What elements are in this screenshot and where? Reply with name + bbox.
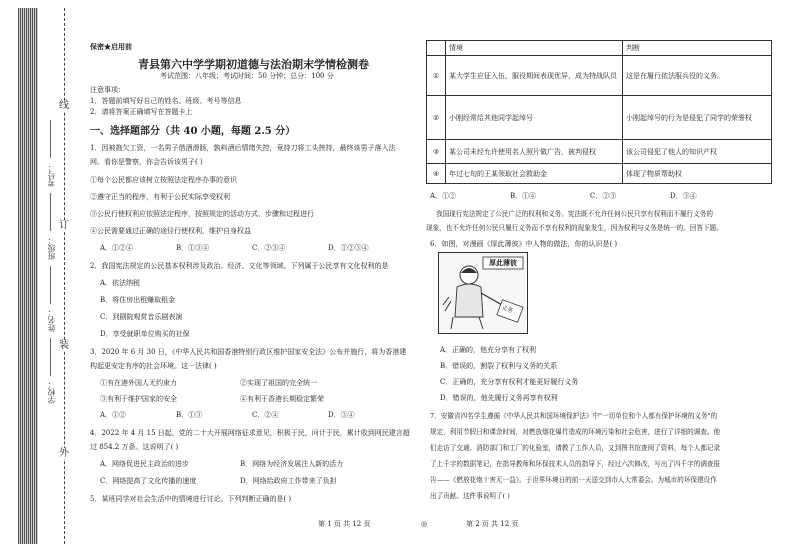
reading-passage: 现象，也不允许任何公民只履行义务而不享有权利的现象发生，因为权利与义务是统一的。回答下题。 <box>426 224 723 232</box>
table-row <box>427 96 772 140</box>
q5-choice-d[interactable]: D．③④ <box>670 192 697 200</box>
q3-choice-a[interactable]: A．①② <box>100 411 127 419</box>
q2-choice-a[interactable]: A．依法纳税 <box>100 279 141 287</box>
row-number: ② <box>427 96 446 140</box>
q2-choice-c[interactable]: C．到剧院观赏音乐剧表演 <box>100 313 183 321</box>
field-line <box>50 266 51 304</box>
field-name: 姓名： <box>47 308 56 332</box>
q2-stem: 2．我国宪法规定的公民基本权利涉及政治、经济、文化等领域。下列属于公民享有文化权利的是 <box>90 262 389 270</box>
q1-option: ③公民行使权利应依照法定程序，按照规定的活动方式、步骤和过程进行 <box>90 210 314 218</box>
notice-item: 1．答题前填写好自己的姓名、班级、考号等信息 <box>90 97 242 105</box>
q3-option: ①有在港外国人无约束力 <box>100 379 177 387</box>
judgement-cell: 小刚起绰号的行为是侵犯了同学的荣誉权 <box>623 96 772 140</box>
judgement-cell: 体现了物质帮助权 <box>623 164 772 184</box>
binding-margin <box>18 8 78 544</box>
q7-stem: 7．安徽省四名学生遵循《中华人民共和国环境保护法》中"一切单位和个人都有保护环境的义务"的 <box>430 412 718 420</box>
table-header-row <box>427 41 772 56</box>
q3-option: ②实现了祖国的完全统一 <box>240 379 317 387</box>
q4-choice-b[interactable]: B．网络为经济发展注入新的活力 <box>240 460 344 468</box>
q3-choice-d[interactable]: D．③④ <box>328 411 355 419</box>
cartoon-image <box>438 252 528 334</box>
q5-stem: 5．某班同学对社会生活中的情境进行讨论。下列判断正确的是( ) <box>90 495 292 503</box>
scenario-cell: 某公司未经允许使用名人照片做广告，被判侵权 <box>446 140 623 164</box>
q4-choice-a[interactable]: A．网络促进民主政治的进步 <box>100 460 190 468</box>
scenario-table <box>426 40 772 184</box>
field-line <box>50 338 51 376</box>
table-row <box>427 56 772 96</box>
q6-choice-a[interactable]: A．正确的，他充分享有了权利 <box>440 346 537 354</box>
judgement-cell: 这是在履行依法服兵役的义务。 <box>623 56 772 96</box>
table-cell <box>427 41 446 56</box>
cartoon-title: 厚此薄彼 <box>489 258 517 267</box>
margin-hatch <box>18 8 38 544</box>
row-number: ④ <box>427 164 446 184</box>
margin-label-xian: 线 <box>59 100 69 111</box>
q4-choice-c[interactable]: C．网络提高了文化传播的速度 <box>100 477 197 485</box>
table-row <box>427 164 772 184</box>
q6-stem: 6．如图，对漫画《厚此薄彼》中人物的做法，你的认识是( ) <box>430 240 618 248</box>
cartoon-tag: 义务 <box>500 304 515 315</box>
secret-label: 保密★启用前 <box>90 42 132 51</box>
q1-option: ④公民需要通过正确的途径行使权利，维护自身权益 <box>90 227 251 235</box>
q7-stem: 们走访了交通、消防部门和工厂的化验室，请教了工作人员，又到图书馆查阅了资料，每个人都记录 <box>430 444 721 452</box>
q7-stem: 了上千字的数据笔记，在指导教师和环保技术人员的指导下，经过六次修改，写出了四千字的调查报 <box>430 460 721 468</box>
q6-choice-d[interactable]: D．错误的，他先履行义务再享有权利 <box>440 394 558 402</box>
q5-choice-c[interactable]: C．②③ <box>590 192 617 200</box>
q1-option: ①每个公民都应该树立按照法定程序办事的意识 <box>90 176 237 184</box>
q2-choice-b[interactable]: B．将住房出租赚取租金 <box>100 296 176 304</box>
field-line <box>50 193 51 231</box>
cut-line <box>64 8 65 544</box>
row-number: ① <box>427 56 446 96</box>
exam-title: 青县第六中学学期初道德与法治期末学情检测卷 <box>138 58 369 71</box>
q4-stem: 4．2022 年 4 月 15 日起，党的二十大开展网络征求意见，积极于民，问计于民，累计收到网民建言超 <box>90 429 410 437</box>
exam-meta: 考试范围：八年级；考试时间：50 分钟；总分：100 分 <box>160 72 334 80</box>
q1-choice-d[interactable]: D．①②③④ <box>328 244 369 252</box>
q1-stem: 1．因被拖欠工资，一名男子借酒滑肠，孰料酒后情绪失控，竟持刀将工头挟持，最终该男子落入法 <box>90 144 396 152</box>
reading-passage: 我国现行宪法规定了公民广泛的权利和义务。宪法既不允许任何公民只享有权利而不履行义务的 <box>436 210 713 218</box>
q7-stem: 出了贡献。这件事说明了( ) <box>430 492 510 500</box>
table-header: 情境 <box>446 41 623 56</box>
page-number-left: 第 1 页 共 12 页 <box>318 520 371 528</box>
q1-option: ②遵守正当的程序，有利于公民实际享受权利 <box>90 193 230 201</box>
q5-choice-b[interactable]: B．①④ <box>510 192 537 200</box>
row-number: ③ <box>427 140 446 164</box>
margin-label-zhuang: 装 <box>59 340 69 351</box>
q2-choice-d[interactable]: D．享受就职单位购买的社保 <box>100 330 190 338</box>
q7-stem: 告——《燃放花炮十害无一益》。于世界环境日的前一天送交到市人大常委会。为城市的环保建设作 <box>430 476 717 484</box>
field-school: 学校： <box>47 380 56 404</box>
field-line <box>50 120 51 158</box>
table-header: 判断 <box>623 41 772 56</box>
q4-stem: 过 854.2 万条。这说明了( ) <box>90 443 179 451</box>
q1-stem: 网。看你是警察，你会告诉该男子( ) <box>90 158 203 166</box>
judgement-cell: 该公司侵犯了他人的知识产权 <box>623 140 772 164</box>
notice-item: 2．请将答案正确填写在答题卡上 <box>90 108 193 116</box>
q3-choice-c[interactable]: C．②④ <box>252 411 279 419</box>
page-separator: ◎ <box>421 520 428 528</box>
q3-stem: 构起更安定有序的社会环境。这一法律( ) <box>90 362 217 370</box>
notice-title: 注意事项： <box>90 86 125 94</box>
q1-choice-c[interactable]: C．②③④ <box>252 244 286 252</box>
page-number-right: 第 2 页 共 12 页 <box>466 520 519 528</box>
field-class: 班级： <box>47 236 56 260</box>
margin-label-ding: 订 <box>59 220 69 231</box>
q5-choice-a[interactable]: A．①② <box>430 192 457 200</box>
q7-stem: 规定，利用节假日和课余时间，对燃放烟花爆竹造成的环境污染和社会危害，进行了详细的调查。他 <box>430 428 721 436</box>
q3-choice-b[interactable]: B．①③ <box>176 411 203 419</box>
q1-choice-a[interactable]: A．①②④ <box>100 244 134 252</box>
table-row <box>427 140 772 164</box>
q3-option: ③有利于维护国家的安全 <box>100 395 177 403</box>
scenario-cell: 某大学生应征入伍，服役期间表现优异，成为特战队员 <box>446 56 623 96</box>
scenario-cell: 小刚经常给其他同学起绰号 <box>446 96 623 140</box>
field-number: 考号： <box>47 163 56 187</box>
q3-option: ④有利于香港长期稳定繁荣 <box>240 395 324 403</box>
q6-choice-c[interactable]: C．正确的，充分享有权利才能更好履行义务 <box>440 378 579 386</box>
q3-stem: 3．2020 年 6 月 30 日，《中华人民共和国香港特别行政区维护国家安全法》公布并施行，将为香港建 <box>90 348 407 356</box>
q6-choice-b[interactable]: B．错误的，割裂了权利与义务的关系 <box>440 362 558 370</box>
section-title: 一、选择题部分（共 40 小题，每题 2.5 分） <box>90 126 296 137</box>
scenario-cell: 年过七旬的王某领取社会救助金 <box>446 164 623 184</box>
q4-choice-d[interactable]: D．网络给政府工作带来了负担 <box>240 477 337 485</box>
margin-label-wai: 外 <box>59 448 69 459</box>
q1-choice-b[interactable]: B．①③④ <box>176 244 210 252</box>
